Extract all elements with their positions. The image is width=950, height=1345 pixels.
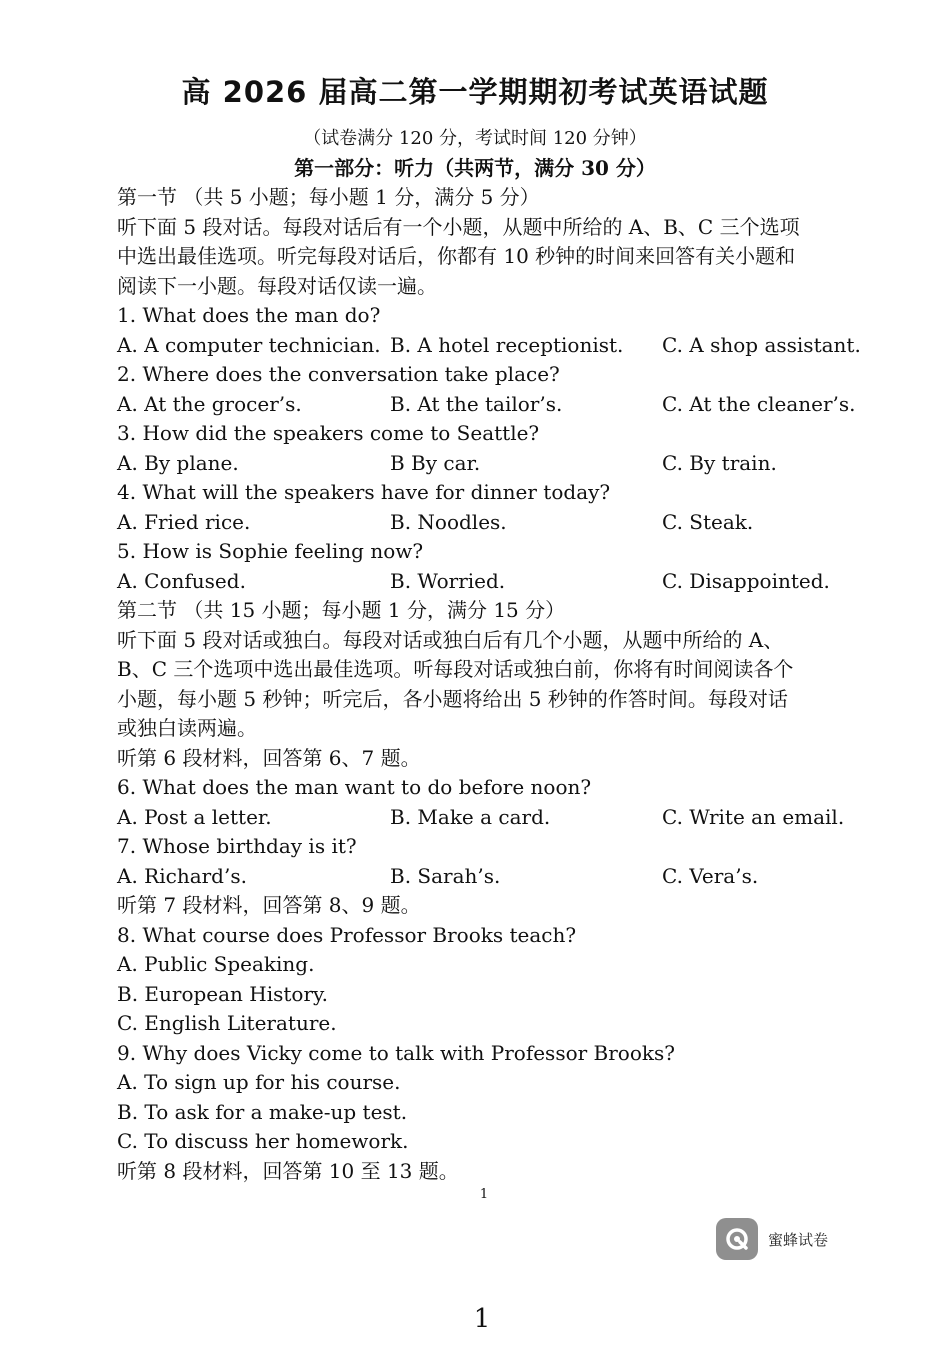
option-c: C. Write an email.	[662, 804, 845, 829]
option-a: A. Confused.	[117, 568, 246, 593]
question-8: 8. What course does Professor Brooks teach?	[117, 922, 577, 947]
section-1-instruction-line: 中选出最佳选项。听完每段对话后，你都有 10 秒钟的时间来回答有关小题和	[117, 244, 796, 268]
material-8-label: 听第 8 段材料，回答第 10 至 13 题。	[117, 1158, 459, 1183]
option-c: C. Disappointed.	[662, 568, 830, 593]
page-number-small: 1	[479, 1187, 489, 1202]
section-2-instruction-line: 或独白读两遍。	[117, 716, 257, 740]
material-6-label: 听第 6 段材料，回答第 6、7 题。	[117, 745, 421, 770]
question-5-options	[117, 567, 862, 597]
option-b: B. A hotel receptionist.	[390, 332, 624, 357]
question-3: 3. How did the speakers come to Seattle?	[117, 421, 540, 445]
option-b: B. To ask for a make-up test.	[117, 1099, 408, 1124]
option-c: C. By train.	[662, 450, 777, 475]
section-1-heading: 第一节 （共 5 小题；每小题 1 分，满分 5 分）	[117, 185, 540, 209]
option-c: C. Steak.	[662, 509, 754, 534]
option-b: B. Sarah’s.	[390, 863, 501, 888]
brand-name: 蜜蜂试卷	[768, 1230, 829, 1249]
option-c: C. English Literature.	[117, 1011, 337, 1035]
question-5: 5. How is Sophie feeling now?	[117, 539, 424, 563]
option-a: A. Fried rice.	[117, 509, 251, 534]
option-b: B. European History.	[117, 981, 329, 1006]
brand-watermark	[716, 1218, 828, 1260]
option-b: B. Worried.	[390, 568, 506, 593]
question-9: 9. Why does Vicky come to talk with Professor Brooks?	[117, 1040, 675, 1065]
page-number: 1	[473, 1304, 491, 1334]
section-1-instruction-line: 听下面 5 段对话。每段对话后有一个小题，从题中所给的 A、B、C 三个选项	[117, 214, 800, 239]
section-2-instruction-line: 小题，每小题 5 秒钟；听完后，各小题将给出 5 秒钟的作答时间。每段对话	[117, 686, 788, 711]
material-7-label: 听第 7 段材料，回答第 8、9 题。	[117, 893, 421, 917]
question-1: 1. What does the man do?	[117, 303, 381, 327]
option-a: A. To sign up for his course.	[117, 1070, 401, 1094]
exam-content	[117, 183, 862, 1186]
option-b: B By car.	[390, 450, 481, 475]
question-4: 4. What will the speakers have for dinner today?	[117, 480, 611, 504]
option-a: A. Richard’s.	[117, 863, 247, 888]
question-6: 6. What does the man want to do before noon?	[117, 775, 592, 799]
option-a: A. Public Speaking.	[117, 952, 315, 976]
exam-subtitle: （试卷满分 120 分，考试时间 120 分钟）	[303, 128, 647, 149]
option-b: B. At the tailor’s.	[390, 391, 563, 416]
option-a: A. At the grocer’s.	[117, 391, 302, 416]
option-c: C. A shop assistant.	[662, 332, 861, 357]
section-2-instruction-line: B、C 三个选项中选出最佳选项。听每段对话或独白前，你将有时间阅读各个	[117, 657, 794, 681]
question-2-options	[117, 390, 862, 420]
section-1-instruction-line: 阅读下一小题。每段对话仅读一遍。	[117, 273, 437, 298]
section-2-instruction-line: 听下面 5 段对话或独白。每段对话或独白后有几个小题，从题中所给的 A、	[117, 627, 784, 652]
question-3-options	[117, 449, 862, 479]
option-a: A. Post a letter.	[117, 804, 272, 829]
question-7-options	[117, 862, 862, 892]
option-b: B. Noodles.	[390, 509, 507, 534]
brand-logo-icon	[716, 1218, 758, 1260]
part-heading: 第一部分：听力（共两节，满分 30 分）	[294, 156, 656, 180]
question-7: 7. Whose birthday is it?	[117, 834, 357, 858]
option-c: C. At the cleaner’s.	[662, 391, 856, 416]
option-a: A. A computer technician.	[117, 332, 381, 357]
option-c: C. To discuss her homework.	[117, 1129, 409, 1153]
question-1-options	[117, 331, 862, 361]
question-2: 2. Where does the conversation take place?	[117, 362, 560, 386]
option-a: A. By plane.	[117, 450, 239, 475]
option-c: C. Vera’s.	[662, 863, 759, 888]
question-6-options	[117, 803, 862, 833]
option-b: B. Make a card.	[390, 804, 551, 829]
question-4-options	[117, 508, 862, 538]
section-2-heading: 第二节 （共 15 小题；每小题 1 分，满分 15 分）	[117, 598, 566, 622]
exam-title: 高 2026 届高二第一学期期初考试英语试题	[181, 75, 769, 109]
